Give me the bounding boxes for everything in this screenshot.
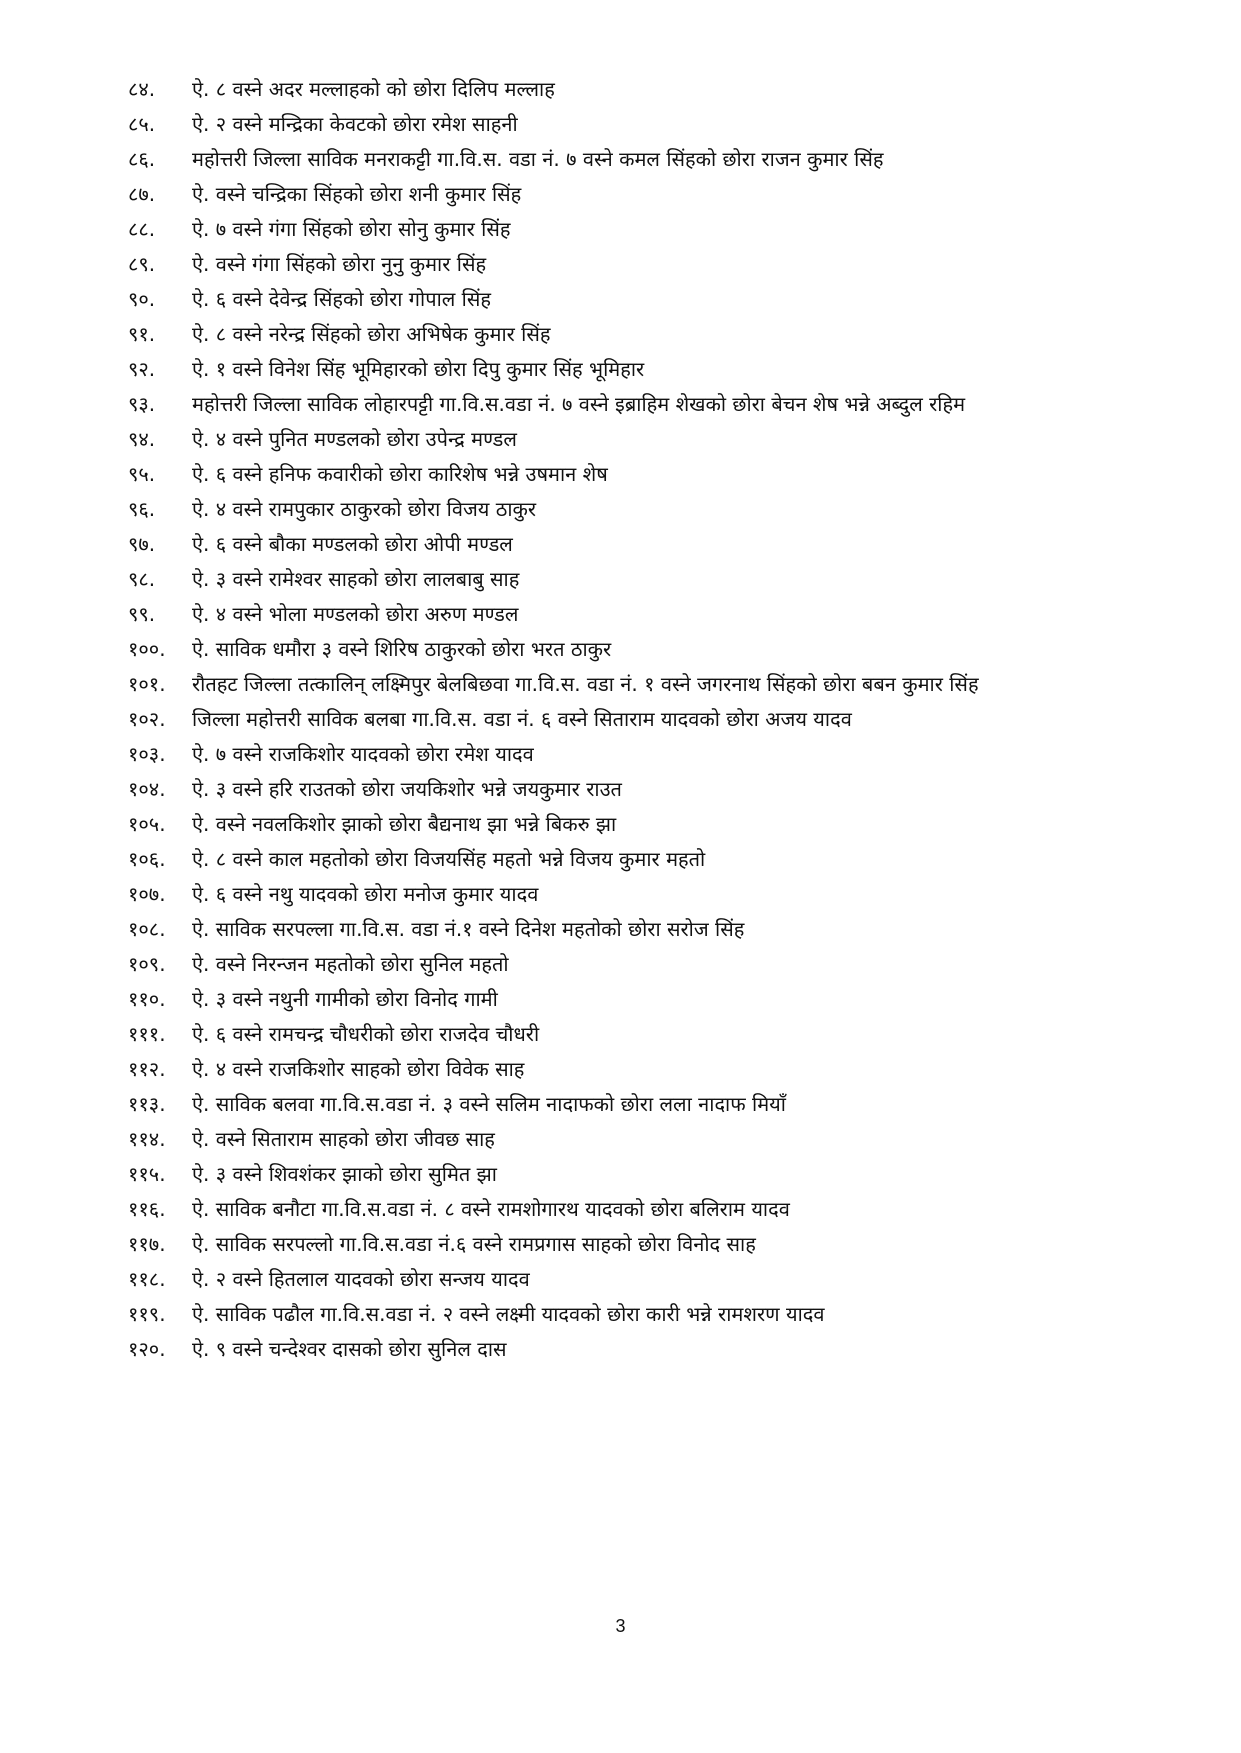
item-text: ऐ. वस्ने निरन्जन महतोको छोरा सुनिल महतो [192, 952, 509, 976]
item-number: १०७. [128, 882, 166, 906]
item-number: ९९. [128, 602, 156, 626]
list-item [128, 527, 1158, 562]
item-text: महोत्तरी जिल्ला साविक लोहारपट्टी गा.वि.स.वडा नं. ७ वस्ने इब्राहिम शेखको छोरा बेचन शेष भन्ने अब्दुल रहिम [192, 392, 966, 416]
item-number: ९४. [128, 427, 156, 451]
item-number: ११०. [128, 987, 166, 1011]
item-text: ऐ. ३ वस्ने नथुनी गामीको छोरा विनोद गामी [192, 987, 498, 1011]
item-text: जिल्ला महोत्तरी साविक बलबा गा.वि.स. वडा नं. ६ वस्ने सिताराम यादवको छोरा अजय यादव [192, 707, 852, 731]
item-text: ऐ. वस्ने गंगा सिंहको छोरा नुनु कुमार सिंह [192, 252, 487, 276]
list-item [128, 1087, 1158, 1122]
item-text: ऐ. ४ वस्ने पुनित मण्डलको छोरा उपेन्द्र मण्डल [192, 427, 517, 451]
item-number: १०१. [128, 672, 166, 696]
item-text: ऐ. ३ वस्ने हरि राउतको छोरा जयकिशोर भन्ने जयकुमार राउत [192, 777, 622, 801]
list-item [128, 1262, 1158, 1297]
list-item [128, 877, 1158, 912]
list-item [128, 667, 1158, 702]
list-item [128, 947, 1158, 982]
item-number: ८८. [128, 217, 156, 241]
item-number: १०६. [128, 847, 166, 871]
item-text: ऐ. साविक सरपल्ला गा.वि.स. वडा नं.१ वस्ने दिनेश महतोको छोरा सरोज सिंह [192, 917, 745, 941]
item-text: ऐ. साविक बलवा गा.वि.स.वडा नं. ३ वस्ने सलिम नादाफको छोरा लला नादाफ मियाँ [192, 1092, 786, 1116]
item-number: ८५. [128, 112, 156, 136]
item-number: १०२. [128, 707, 166, 731]
list-item [128, 352, 1158, 387]
item-text: ऐ. साविक पढौल गा.वि.स.वडा नं. २ वस्ने लक्ष्मी यादवको छोरा कारी भन्ने रामशरण यादव [192, 1302, 825, 1326]
item-number: ९०. [128, 287, 156, 311]
item-number: ११६. [128, 1197, 166, 1221]
item-number: ९८. [128, 567, 156, 591]
entry-list [128, 72, 1158, 1367]
item-text: ऐ. ४ वस्ने रामपुकार ठाकुरको छोरा विजय ठाकुर [192, 497, 537, 521]
item-text: ऐ. १ वस्ने विनेश सिंह भूमिहारको छोरा दिपु कुमार सिंह भूमिहार [192, 357, 645, 381]
page-number: 3 [615, 1616, 626, 1636]
item-text: ऐ. ६ वस्ने नथु यादवको छोरा मनोज कुमार यादव [192, 882, 539, 906]
list-item [128, 1192, 1158, 1227]
item-text: ऐ. ४ वस्ने राजकिशोर साहको छोरा विवेक साह [192, 1057, 525, 1081]
item-text: ऐ. ३ वस्ने रामेश्वर साहको छोरा लालबाबु साह [192, 567, 520, 591]
list-item [128, 842, 1158, 877]
list-item [128, 1122, 1158, 1157]
item-number: १००. [128, 637, 166, 661]
item-number: ८७. [128, 182, 156, 206]
item-text: ऐ. ६ वस्ने बौका मण्डलको छोरा ओपी मण्डल [192, 532, 513, 556]
item-text: ऐ. ३ वस्ने शिवशंकर झाको छोरा सुमित झा [192, 1162, 497, 1186]
item-text: महोत्तरी जिल्ला साविक मनराकट्टी गा.वि.स. वडा नं. ७ वस्ने कमल सिंहको छोरा राजन कुमार सिंह [192, 147, 884, 171]
item-text: ऐ. ६ वस्ने देवेन्द्र सिंहको छोरा गोपाल सिंह [192, 287, 491, 311]
list-item [128, 142, 1158, 177]
item-text: ऐ. २ वस्ने हितलाल यादवको छोरा सन्जय यादव [192, 1267, 530, 1291]
item-text: ऐ. वस्ने सिताराम साहको छोरा जीवछ साह [192, 1127, 495, 1151]
item-text: ऐ. ७ वस्ने राजकिशोर यादवको छोरा रमेश यादव [192, 742, 534, 766]
list-item [128, 632, 1158, 667]
list-item [128, 177, 1158, 212]
list-item [128, 807, 1158, 842]
item-text: ऐ. ८ वस्ने काल महतोको छोरा विजयसिंह महतो भन्ने विजय कुमार महतो [192, 847, 706, 871]
list-item [128, 912, 1158, 947]
item-text: ऐ. वस्ने नवलकिशोर झाको छोरा बैद्यनाथ झा भन्ने बिकरु झा [192, 812, 617, 836]
list-item [128, 597, 1158, 632]
item-number: ११७. [128, 1232, 166, 1256]
list-item [128, 107, 1158, 142]
item-number: ९५. [128, 462, 156, 486]
item-number: ९६. [128, 497, 156, 521]
list-item [128, 212, 1158, 247]
item-number: ९३. [128, 392, 156, 416]
list-item [128, 1052, 1158, 1087]
list-item [128, 737, 1158, 772]
item-text: ऐ. ९ वस्ने चन्देश्वर दासको छोरा सुनिल दास [192, 1337, 507, 1361]
list-item [128, 492, 1158, 527]
item-text: ऐ. साविक बनौटा गा.वि.स.वडा नं. ८ वस्ने रामशोगारथ यादवको छोरा बलिराम यादव [192, 1197, 790, 1221]
item-text: ऐ. ४ वस्ने भोला मण्डलको छोरा अरुण मण्डल [192, 602, 519, 626]
item-text: ऐ. ८ वस्ने अदर मल्लाहको को छोरा दिलिप मल्लाह [192, 77, 555, 101]
item-number: ८९. [128, 252, 156, 276]
item-text: ऐ. ६ वस्ने रामचन्द्र चौधरीको छोरा राजदेव चौधरी [192, 1022, 540, 1046]
item-text: ऐ. ७ वस्ने गंगा सिंहको छोरा सोनु कुमार सिंह [192, 217, 511, 241]
item-text: ऐ. ८ वस्ने नरेन्द्र सिंहको छोरा अभिषेक कुमार सिंह [192, 322, 551, 346]
item-number: ८६. [128, 147, 156, 171]
item-number: ११४. [128, 1127, 166, 1151]
item-number: ९१. [128, 322, 156, 346]
item-number: ९७. [128, 532, 156, 556]
list-item [128, 982, 1158, 1017]
item-number: ११९. [128, 1302, 166, 1326]
list-item [128, 422, 1158, 457]
list-item [128, 72, 1158, 107]
item-number: १२०. [128, 1337, 166, 1361]
item-text: ऐ. साविक धमौरा ३ वस्ने शिरिष ठाकुरको छोरा भरत ठाकुर [192, 637, 612, 661]
list-item [128, 317, 1158, 352]
list-item [128, 1332, 1158, 1367]
list-item [128, 562, 1158, 597]
list-item [128, 247, 1158, 282]
item-text: ऐ. ६ वस्ने हनिफ कवारीको छोरा कारिशेष भन्ने उषमान शेष [192, 462, 608, 486]
list-item [128, 1017, 1158, 1052]
list-item [128, 702, 1158, 737]
item-number: १०८. [128, 917, 166, 941]
item-number: ११८. [128, 1267, 166, 1291]
item-number: १०४. [128, 777, 166, 801]
item-number: १०५. [128, 812, 166, 836]
item-number: ८४. [128, 77, 156, 101]
list-item [128, 1297, 1158, 1332]
item-number: ११२. [128, 1057, 166, 1081]
item-number: ११५. [128, 1162, 166, 1186]
list-item [128, 387, 1158, 422]
item-number: ९२. [128, 357, 156, 381]
item-text: ऐ. साविक सरपल्लो गा.वि.स.वडा नं.६ वस्ने रामप्रगास साहको छोरा विनोद साह [192, 1232, 756, 1256]
item-text: रौतहट जिल्ला तत्कालिन् लक्ष्मिपुर बेलबिछवा गा.वि.स. वडा नं. १ वस्ने जगरनाथ सिंहको छोरा बबन कुमार सिंह [192, 672, 979, 696]
list-item [128, 282, 1158, 317]
item-number: १११. [128, 1022, 166, 1046]
list-item [128, 1227, 1158, 1262]
item-number: १०९. [128, 952, 166, 976]
item-number: ११३. [128, 1092, 166, 1116]
item-number: १०३. [128, 742, 166, 766]
item-text: ऐ. २ वस्ने मन्द्रिका केवटको छोरा रमेश साहनी [192, 112, 518, 136]
list-item [128, 1157, 1158, 1192]
item-text: ऐ. वस्ने चन्द्रिका सिंहको छोरा शनी कुमार सिंह [192, 182, 522, 206]
list-item [128, 772, 1158, 807]
list-item [128, 457, 1158, 492]
